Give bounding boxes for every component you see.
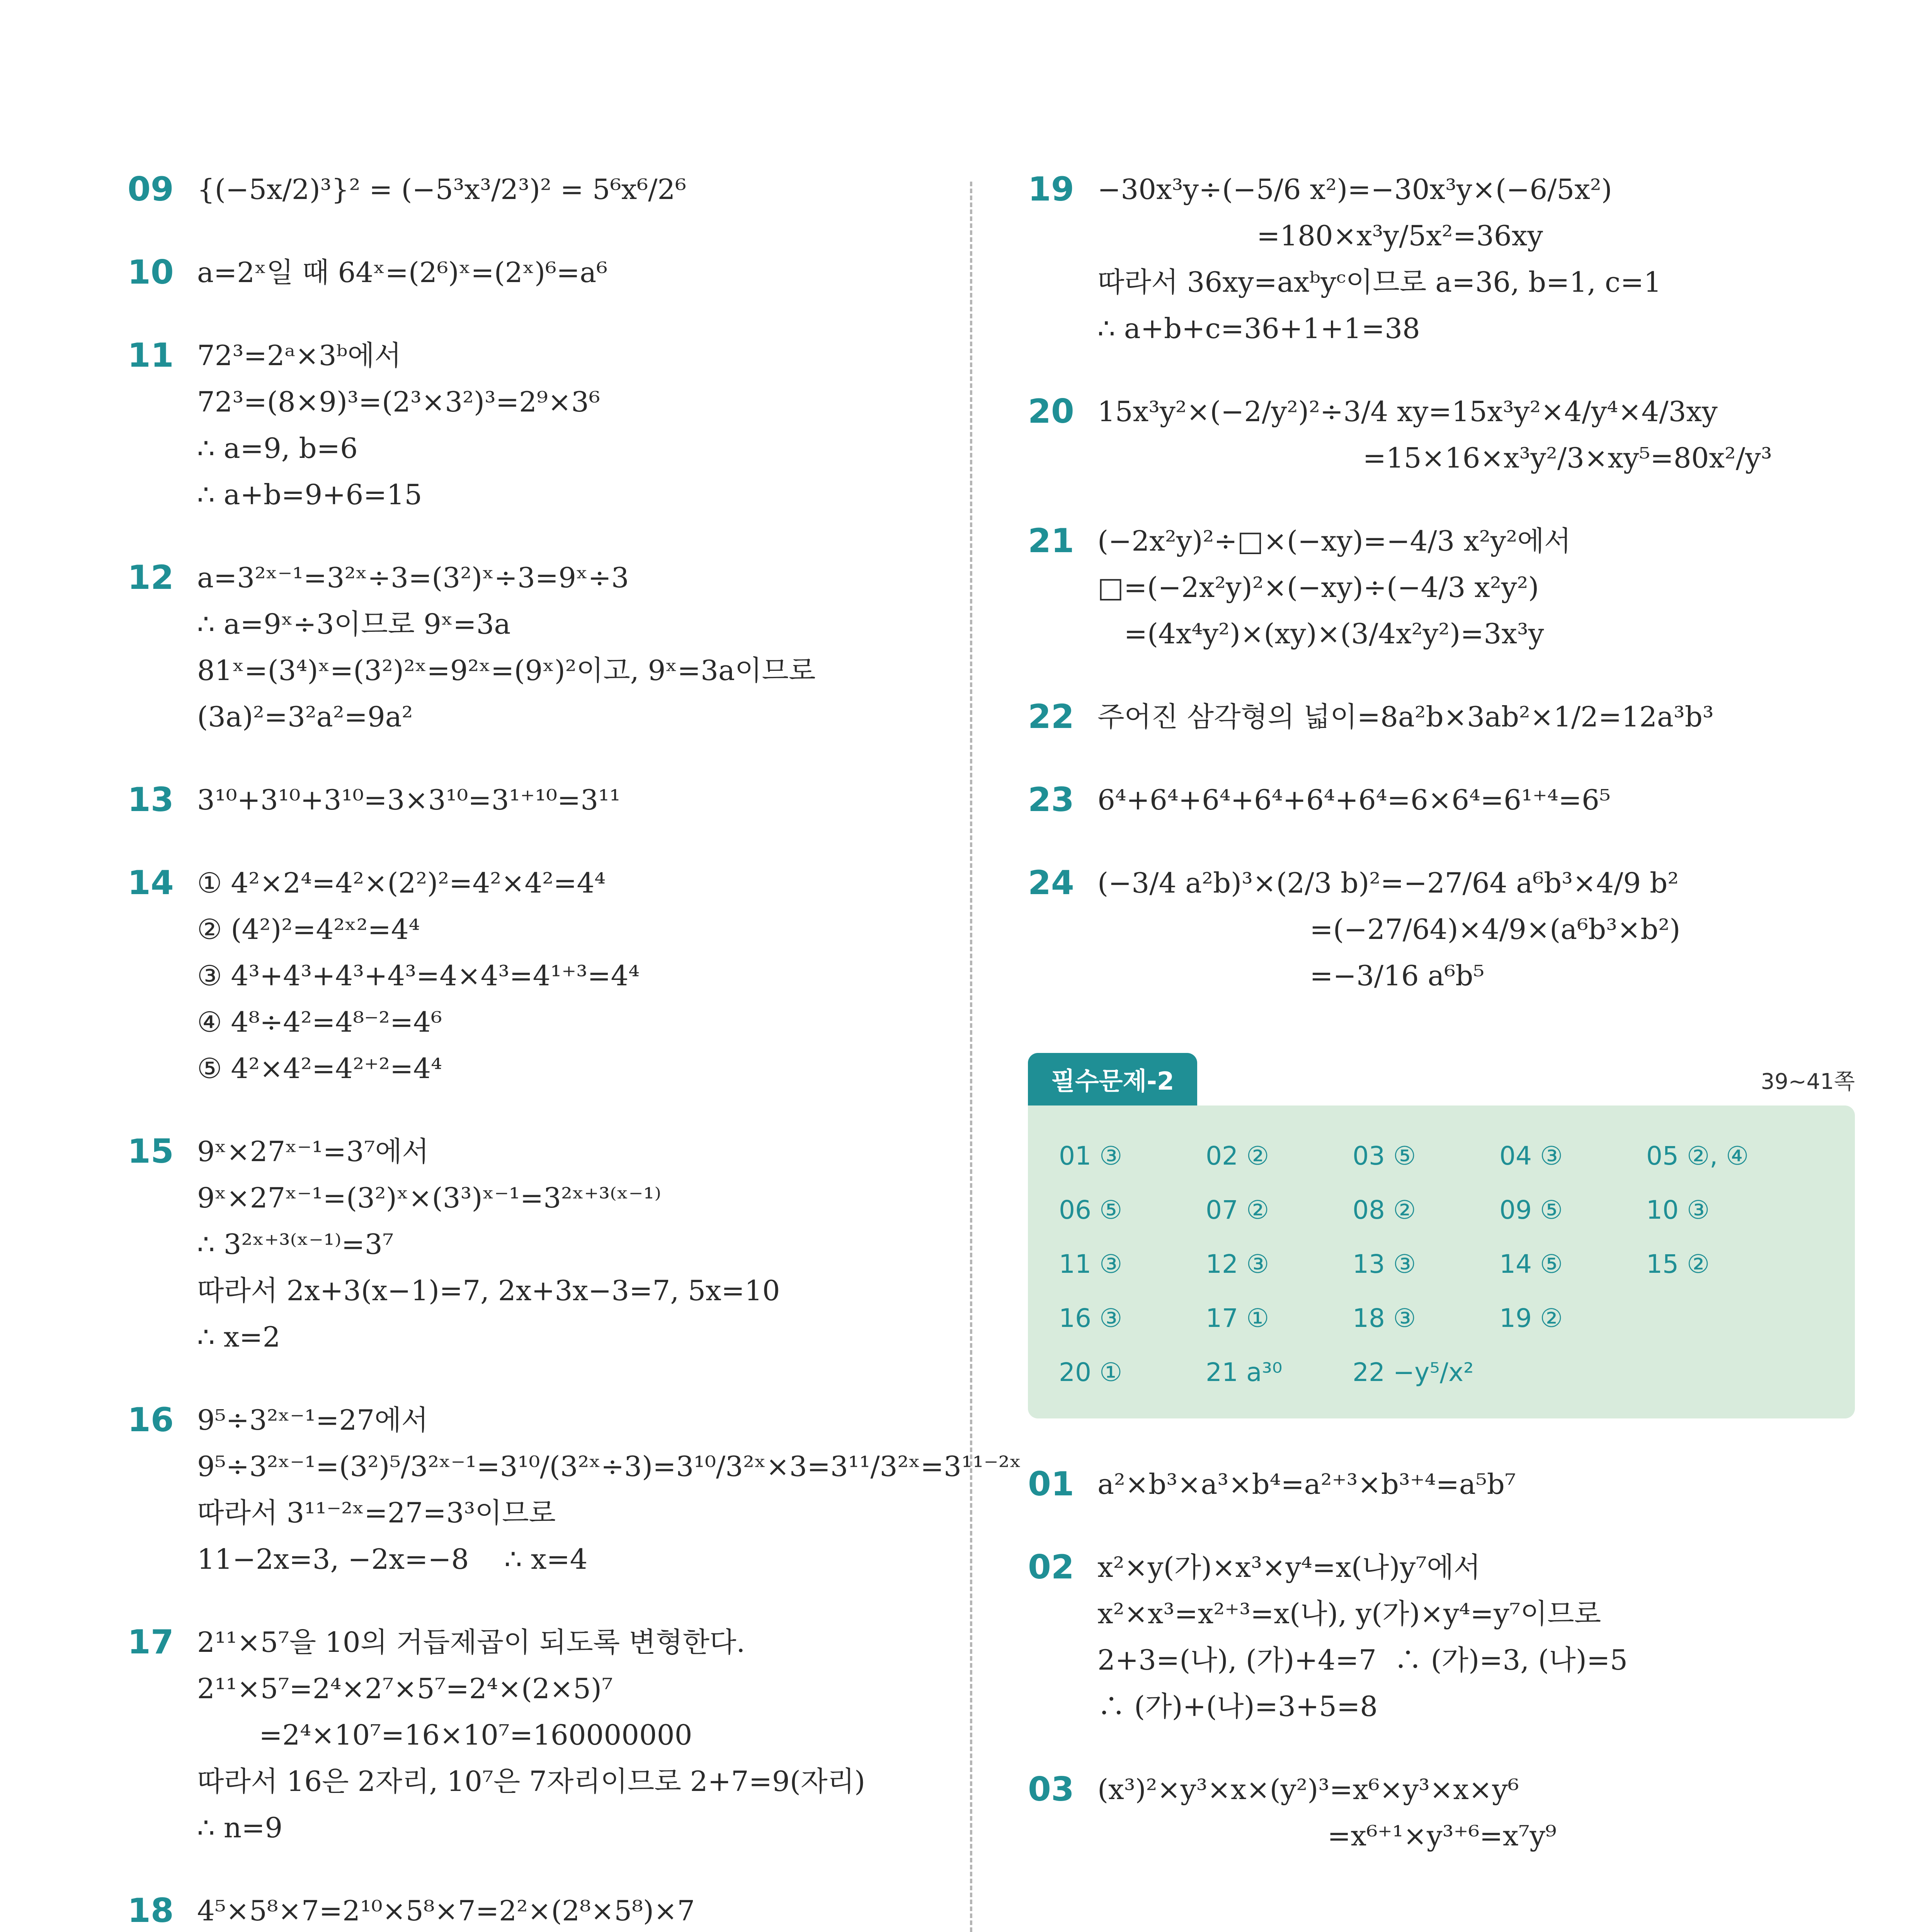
answer-number: 17	[1206, 1303, 1238, 1333]
problem-20	[1028, 388, 1832, 481]
solution-line: 11−2x=3, −2x=−8 ∴ x=4	[197, 1543, 588, 1575]
solution-line: 15x³y²×(−2/y²)²÷3/4 xy=15x³y²×4/y⁴×4/3xy	[1097, 395, 1718, 428]
answer-value: ③	[1686, 1195, 1710, 1225]
problem-solution	[1097, 1461, 1832, 1507]
answer-value: ②	[1246, 1141, 1269, 1171]
problem-solution	[197, 166, 931, 213]
answer-row	[1059, 1183, 1836, 1237]
problem-number: 12	[128, 558, 174, 597]
right-problems	[1028, 166, 1832, 999]
problem-23	[1028, 777, 1832, 823]
problem-solution	[197, 554, 931, 740]
solution-line: =(−27/64)×4/9×(a⁶b³×b²)	[1097, 913, 1681, 946]
answer-number: 06	[1059, 1195, 1091, 1225]
answer-row	[1059, 1237, 1836, 1291]
answer-item	[1206, 1195, 1353, 1225]
answer-item	[1059, 1357, 1206, 1387]
problem-number: 22	[1028, 697, 1074, 736]
problem-19	[1028, 166, 1832, 352]
answer-item	[1353, 1195, 1499, 1225]
left-column	[128, 166, 1022, 1932]
answer-number: 18	[1353, 1303, 1385, 1333]
solution-line: 72³=2ᵃ×3ᵇ에서	[197, 339, 402, 372]
problem-number: 13	[128, 781, 174, 819]
solution-line: (x³)²×y³×x×(y²)³=x⁶×y³×x×y⁶	[1097, 1773, 1519, 1806]
solution-line: =(4x⁴y²)×(xy)×(3/4x²y²)=3x³y	[1097, 617, 1544, 650]
problem-21	[1028, 518, 1832, 657]
problem-solution	[1097, 518, 1832, 657]
solution-line: 9ˣ×27ˣ⁻¹=(3²)ˣ×(3³)ˣ⁻¹=3²ˣ⁺³⁽ˣ⁻¹⁾	[197, 1182, 662, 1214]
solution-line: 9⁵÷3²ˣ⁻¹=27에서	[197, 1404, 429, 1436]
solution-line: 2¹¹×5⁷=2⁴×2⁷×5⁷=2⁴×(2×5)⁷	[197, 1672, 613, 1705]
answer-value: ③	[1393, 1249, 1416, 1279]
problem-solution	[1097, 694, 1832, 740]
solution-line: (3a)²=3²a²=9a²	[197, 701, 413, 733]
problem-solution	[1097, 1766, 1832, 1859]
solution-line: −30x³y÷(−5/6 x²)=−30x³y×(−6/5x²)	[1097, 173, 1612, 206]
answer-value: ②	[1686, 1249, 1710, 1279]
answer-item	[1646, 1141, 1793, 1171]
solution-line: =15×16×x³y²/3×xy⁵=80x²/y³	[1097, 442, 1772, 474]
solution-line: 4⁵×5⁸×7=2¹⁰×5⁸×7=2²×(2⁸×5⁸)×7	[197, 1895, 695, 1927]
problem-18	[128, 1888, 931, 1932]
answer-number: 05	[1646, 1141, 1679, 1171]
answer-number: 16	[1059, 1303, 1091, 1333]
answer-item	[1499, 1249, 1646, 1279]
answer-number: 12	[1206, 1249, 1238, 1279]
answer-value: ⑤	[1393, 1141, 1416, 1171]
solution-line: 2¹¹×5⁷을 10의 거듭제곱이 되도록 변형한다.	[197, 1626, 745, 1658]
answer-number: 19	[1499, 1303, 1532, 1333]
answer-number: 08	[1353, 1195, 1385, 1225]
solution-line: (−3/4 a²b)³×(2/3 b)²=−27/64 a⁶b³×4/9 b²	[1097, 867, 1679, 899]
answer-box-tab: 필수문제-2	[1028, 1053, 1197, 1105]
answer-value: −y⁵/x²	[1393, 1357, 1474, 1387]
answer-value: ②	[1246, 1195, 1269, 1225]
solution-line: =x⁶⁺¹×y³⁺⁶=x⁷y⁹	[1097, 1820, 1557, 1852]
problem-03	[1028, 1766, 1832, 1859]
answer-item	[1499, 1195, 1646, 1225]
problem-solution	[1097, 166, 1832, 352]
answer-value: a³⁰	[1246, 1357, 1283, 1387]
solution-line: =2⁴×10⁷=16×10⁷=160000000	[197, 1719, 692, 1751]
answer-row	[1059, 1345, 1836, 1399]
problem-number: 18	[128, 1891, 174, 1930]
solution-line: a²×b³×a³×b⁴=a²⁺³×b³⁺⁴=a⁵b⁷	[1097, 1468, 1516, 1500]
answer-item	[1059, 1249, 1206, 1279]
problem-solution	[197, 1128, 931, 1360]
solution-line: ∴ a+b=9+6=15	[197, 478, 422, 511]
problem-number: 01	[1028, 1465, 1074, 1503]
answer-number: 07	[1206, 1195, 1238, 1225]
problem-number: 17	[128, 1623, 174, 1662]
solution-line: ① 4²×2⁴=4²×(2²)²=4²×4²=4⁴	[197, 867, 606, 899]
answer-value: ⑤	[1099, 1195, 1123, 1225]
problem-12	[128, 554, 931, 740]
problem-09	[128, 166, 931, 213]
problem-10	[128, 249, 931, 296]
answer-value: ②, ④	[1686, 1141, 1749, 1171]
answer-number: 21	[1206, 1357, 1238, 1387]
answer-item	[1206, 1141, 1353, 1171]
answer-value: ⑤	[1540, 1195, 1563, 1225]
problem-number: 02	[1028, 1548, 1074, 1587]
problem-number: 20	[1028, 392, 1074, 431]
problem-16	[128, 1397, 1022, 1582]
answer-item	[1353, 1249, 1499, 1279]
solution-line: ∴ n=9	[197, 1811, 283, 1844]
solution-line: 9⁵÷3²ˣ⁻¹=(3²)⁵/3²ˣ⁻¹=3¹⁰/(3²ˣ÷3)=3¹⁰/3²ˣ×3=3¹¹/3²ˣ=3¹¹⁻²ˣ	[197, 1450, 1022, 1483]
solution-line: {(−5x/2)³}² = (−5³x³/2³)² = 5⁶x⁶/2⁶	[197, 173, 687, 206]
right-solutions	[1028, 1461, 1832, 1859]
answer-box	[1028, 1053, 1855, 1418]
problem-solution	[197, 249, 931, 296]
answer-item	[1206, 1303, 1353, 1333]
answer-item	[1353, 1303, 1499, 1333]
solution-line: (−2x²y)²÷□×(−xy)=−4/3 x²y²에서	[1097, 525, 1571, 557]
solution-line: 6⁴+6⁴+6⁴+6⁴+6⁴+6⁴=6×6⁴=6¹⁺⁴=6⁵	[1097, 784, 1611, 816]
answer-value: ③	[1246, 1249, 1269, 1279]
solution-line: ∴ x=2	[197, 1321, 281, 1353]
problem-13	[128, 777, 931, 823]
solution-line: ∴ 3²ˣ⁺³⁽ˣ⁻¹⁾=3⁷	[197, 1228, 394, 1260]
solution-line: ∴ a=9, b=6	[197, 432, 358, 464]
problem-01	[1028, 1461, 1832, 1507]
problem-solution	[197, 332, 931, 518]
problem-15	[128, 1128, 931, 1360]
problem-solution	[197, 1888, 931, 1932]
answer-item	[1499, 1141, 1646, 1171]
solution-line: □=(−2x²y)²×(−xy)÷(−4/3 x²y²)	[1097, 571, 1539, 604]
solution-line: 9ˣ×27ˣ⁻¹=3⁷에서	[197, 1135, 429, 1168]
answer-number: 03	[1353, 1141, 1385, 1171]
solution-line: =180×x³y/5x²=36xy	[1097, 219, 1543, 252]
answer-number: 02	[1206, 1141, 1238, 1171]
answer-item	[1206, 1357, 1353, 1387]
answer-value: ②	[1393, 1195, 1416, 1225]
solution-line: ∴ (가)+(나)=3+5=8	[1097, 1690, 1378, 1723]
solution-line: ⑤ 4²×4²=4²⁺²=4⁴	[197, 1052, 442, 1085]
answer-number: 01	[1059, 1141, 1091, 1171]
problem-number: 03	[1028, 1770, 1074, 1809]
answer-value: ⑤	[1540, 1249, 1563, 1279]
answer-value: ②	[1540, 1303, 1563, 1333]
answer-value: ③	[1393, 1303, 1416, 1333]
problem-number: 15	[128, 1132, 174, 1171]
answer-value: ③	[1099, 1141, 1123, 1171]
answer-value: ③	[1099, 1249, 1123, 1279]
solution-line: ∴ a+b+c=36+1+1=38	[1097, 312, 1420, 345]
problem-17	[128, 1619, 931, 1851]
solution-line: 81ˣ=(3⁴)ˣ=(3²)²ˣ=9²ˣ=(9ˣ)²이고, 9ˣ=3a이므로	[197, 654, 816, 687]
answer-row	[1059, 1129, 1836, 1183]
problem-number: 23	[1028, 781, 1074, 819]
problem-number: 19	[1028, 170, 1074, 209]
problem-22	[1028, 694, 1832, 740]
solution-line: ② (4²)²=4²ˣ²=4⁴	[197, 913, 420, 946]
solution-line: a=3²ˣ⁻¹=3²ˣ÷3=(3²)ˣ÷3=9ˣ÷3	[197, 561, 629, 594]
answer-number: 22	[1353, 1357, 1385, 1387]
problem-solution	[1097, 777, 1832, 823]
answer-item	[1059, 1195, 1206, 1225]
answer-item	[1206, 1249, 1353, 1279]
answer-item	[1499, 1303, 1646, 1333]
answer-item	[1353, 1141, 1499, 1171]
solution-line: 3¹⁰+3¹⁰+3¹⁰=3×3¹⁰=3¹⁺¹⁰=3¹¹	[197, 784, 621, 816]
problem-14	[128, 860, 931, 1092]
answer-number: 09	[1499, 1195, 1532, 1225]
answer-row	[1059, 1291, 1836, 1345]
solution-line: a=2ˣ일 때 64ˣ=(2⁶)ˣ=(2ˣ)⁶=a⁶	[197, 256, 608, 289]
problem-number: 21	[1028, 522, 1074, 560]
problem-solution	[197, 860, 931, 1092]
answer-value: ①	[1099, 1357, 1123, 1387]
solution-line: 72³=(8×9)³=(2³×3²)³=2⁹×3⁶	[197, 386, 600, 418]
solution-line: ∴ a=9ˣ÷3이므로 9ˣ=3a	[197, 608, 511, 640]
solution-line: 따라서 3¹¹⁻²ˣ=27=3³이므로	[197, 1497, 556, 1529]
solution-line: ③ 4³+4³+4³+4³=4×4³=4¹⁺³=4⁴	[197, 959, 640, 992]
answer-number: 20	[1059, 1357, 1091, 1387]
problem-number: 09	[128, 170, 174, 209]
problem-solution	[1097, 388, 1832, 481]
answer-number: 11	[1059, 1249, 1091, 1279]
answer-grid	[1028, 1105, 1855, 1418]
problem-solution	[1097, 1544, 1832, 1730]
answer-value: ①	[1246, 1303, 1269, 1333]
solution-line: x²×x³=x²⁺³=x(나), y(가)×y⁴=y⁷이므로	[1097, 1597, 1601, 1630]
problem-solution	[197, 1619, 931, 1851]
answer-number: 14	[1499, 1249, 1532, 1279]
answer-item	[1059, 1141, 1206, 1171]
answer-number: 15	[1646, 1249, 1679, 1279]
problem-24	[1028, 860, 1832, 999]
answer-item	[1646, 1195, 1793, 1225]
answer-value: ③	[1099, 1303, 1123, 1333]
problem-number: 14	[128, 864, 174, 902]
solution-line: 따라서 16은 2자리, 10⁷은 7자리이므로 2+7=9(자리)	[197, 1765, 866, 1798]
answer-box-pages: 39~41쪽	[1761, 1069, 1855, 1094]
right-column	[1028, 166, 1855, 1896]
problem-number: 16	[128, 1401, 174, 1439]
answer-item	[1646, 1249, 1793, 1279]
solution-line: 2+3=(나), (가)+4=7 ∴ (가)=3, (나)=5	[1097, 1644, 1628, 1676]
answer-item	[1059, 1303, 1206, 1333]
answer-number: 10	[1646, 1195, 1679, 1225]
problem-solution	[1097, 860, 1832, 999]
problem-11	[128, 332, 931, 518]
problem-number: 10	[128, 253, 174, 292]
solution-line: =−3/16 a⁶b⁵	[1097, 959, 1485, 992]
problem-solution	[197, 777, 931, 823]
problem-solution	[197, 1397, 1022, 1582]
problem-number: 24	[1028, 864, 1074, 902]
solution-line: ④ 4⁸÷4²=4⁸⁻²=4⁶	[197, 1006, 442, 1038]
column-divider	[970, 182, 972, 1932]
solution-line: 주어진 삼각형의 넓이=8a²b×3ab²×1/2=12a³b³	[1097, 701, 1714, 733]
solution-line: 따라서 2x+3(x−1)=7, 2x+3x−3=7, 5x=10	[197, 1274, 780, 1307]
answer-number: 13	[1353, 1249, 1385, 1279]
answer-number: 04	[1499, 1141, 1532, 1171]
problem-02	[1028, 1544, 1832, 1730]
solution-line: x²×y(가)×x³×y⁴=x(나)y⁷에서	[1097, 1551, 1481, 1583]
answer-item	[1353, 1357, 1499, 1387]
answer-value: ③	[1540, 1141, 1563, 1171]
solution-line: 따라서 36xy=axᵇyᶜ이므로 a=36, b=1, c=1	[1097, 266, 1662, 298]
problem-number: 11	[128, 336, 174, 375]
